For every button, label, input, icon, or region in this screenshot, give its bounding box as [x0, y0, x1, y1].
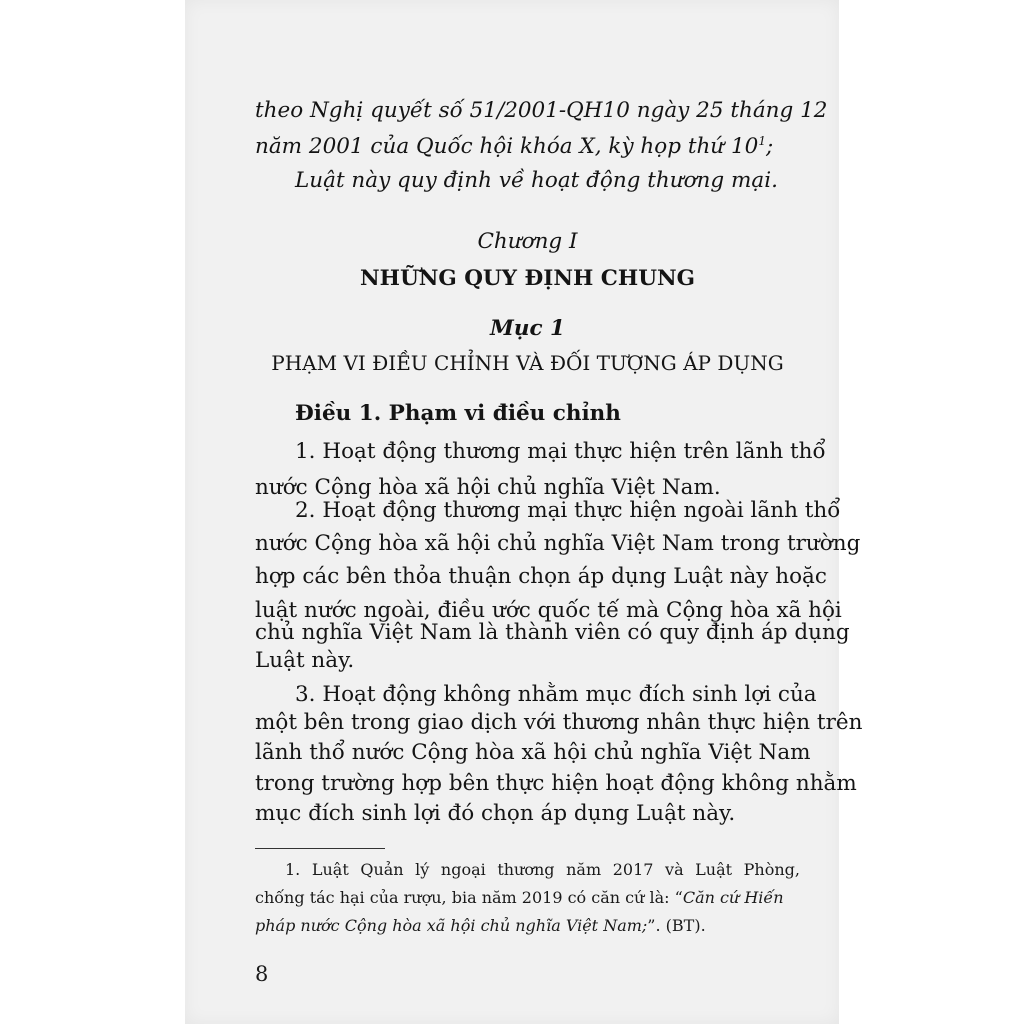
article-line: chủ nghĩa Việt Nam là thành viên có quy định áp dụng	[255, 620, 850, 645]
page-number: 8	[255, 962, 269, 986]
article-line: hợp các bên thỏa thuận chọn áp dụng Luật này hoặc	[255, 564, 827, 589]
article-line: 2. Hoạt động thương mại thực hiện ngoài lãnh thổ	[295, 498, 841, 523]
article-line: nước Cộng hòa xã hội chủ nghĩa Việt Nam.	[255, 475, 721, 500]
article-line: mục đích sinh lợi đó chọn áp dụng Luật này.	[255, 801, 736, 826]
article-line: 1. Hoạt động thương mại thực hiện trên lãnh thổ	[295, 439, 826, 464]
article-line: luật nước ngoài, điều ước quốc tế mà Cộng hòa xã hội	[255, 598, 842, 623]
article-line: lãnh thổ nước Cộng hòa xã hội chủ nghĩa Việt Nam	[255, 740, 811, 765]
section-title: PHẠM VI ĐIỀU CHỈNH VÀ ĐỐI TƯỢNG ÁP DỤNG	[271, 351, 784, 375]
footnote-line-2: chống tác hại của rượu, bia năm 2019 có căn cứ là: “Căn cứ Hiến	[255, 888, 784, 907]
article-line: trong trường hợp bên thực hiện hoạt động không nhằm	[255, 771, 857, 796]
chapter-label: Chương I	[477, 229, 578, 254]
intro-line-2: năm 2001 của Quốc hội khóa X, kỳ họp thứ $10^1$;	[255, 133, 774, 159]
chapter-title: NHỮNG QUY ĐỊNH CHUNG	[359, 266, 695, 291]
article-line: nước Cộng hòa xã hội chủ nghĩa Việt Nam trong trường	[255, 531, 861, 556]
section-label: Mục 1	[490, 316, 565, 341]
intro-line-3: Luật này quy định về hoạt động thương mại.	[295, 168, 778, 193]
footnote-line-1: 1. Luật Quản lý ngoại thương năm 2017 và Luật Phòng,	[285, 860, 800, 879]
article-line: một bên trong giao dịch với thương nhân thực hiện trên	[255, 710, 863, 735]
article-line: Luật này.	[255, 648, 355, 673]
footnote-marker: 1	[758, 133, 766, 148]
intro-line-1: theo Nghị quyết số 51/2001-QH10 ngày 25 tháng 12	[255, 98, 828, 123]
article-line: 3. Hoạt động không nhằm mục đích sinh lợi của	[295, 682, 817, 707]
footnote-line-3: pháp nước Cộng hòa xã hội chủ nghĩa Việt Nam;”. (BT).	[255, 916, 706, 935]
footnote-divider	[255, 848, 385, 849]
article-heading: Điều 1. Phạm vi điều chỉnh	[295, 401, 621, 426]
show-through-text	[885, 120, 891, 139]
